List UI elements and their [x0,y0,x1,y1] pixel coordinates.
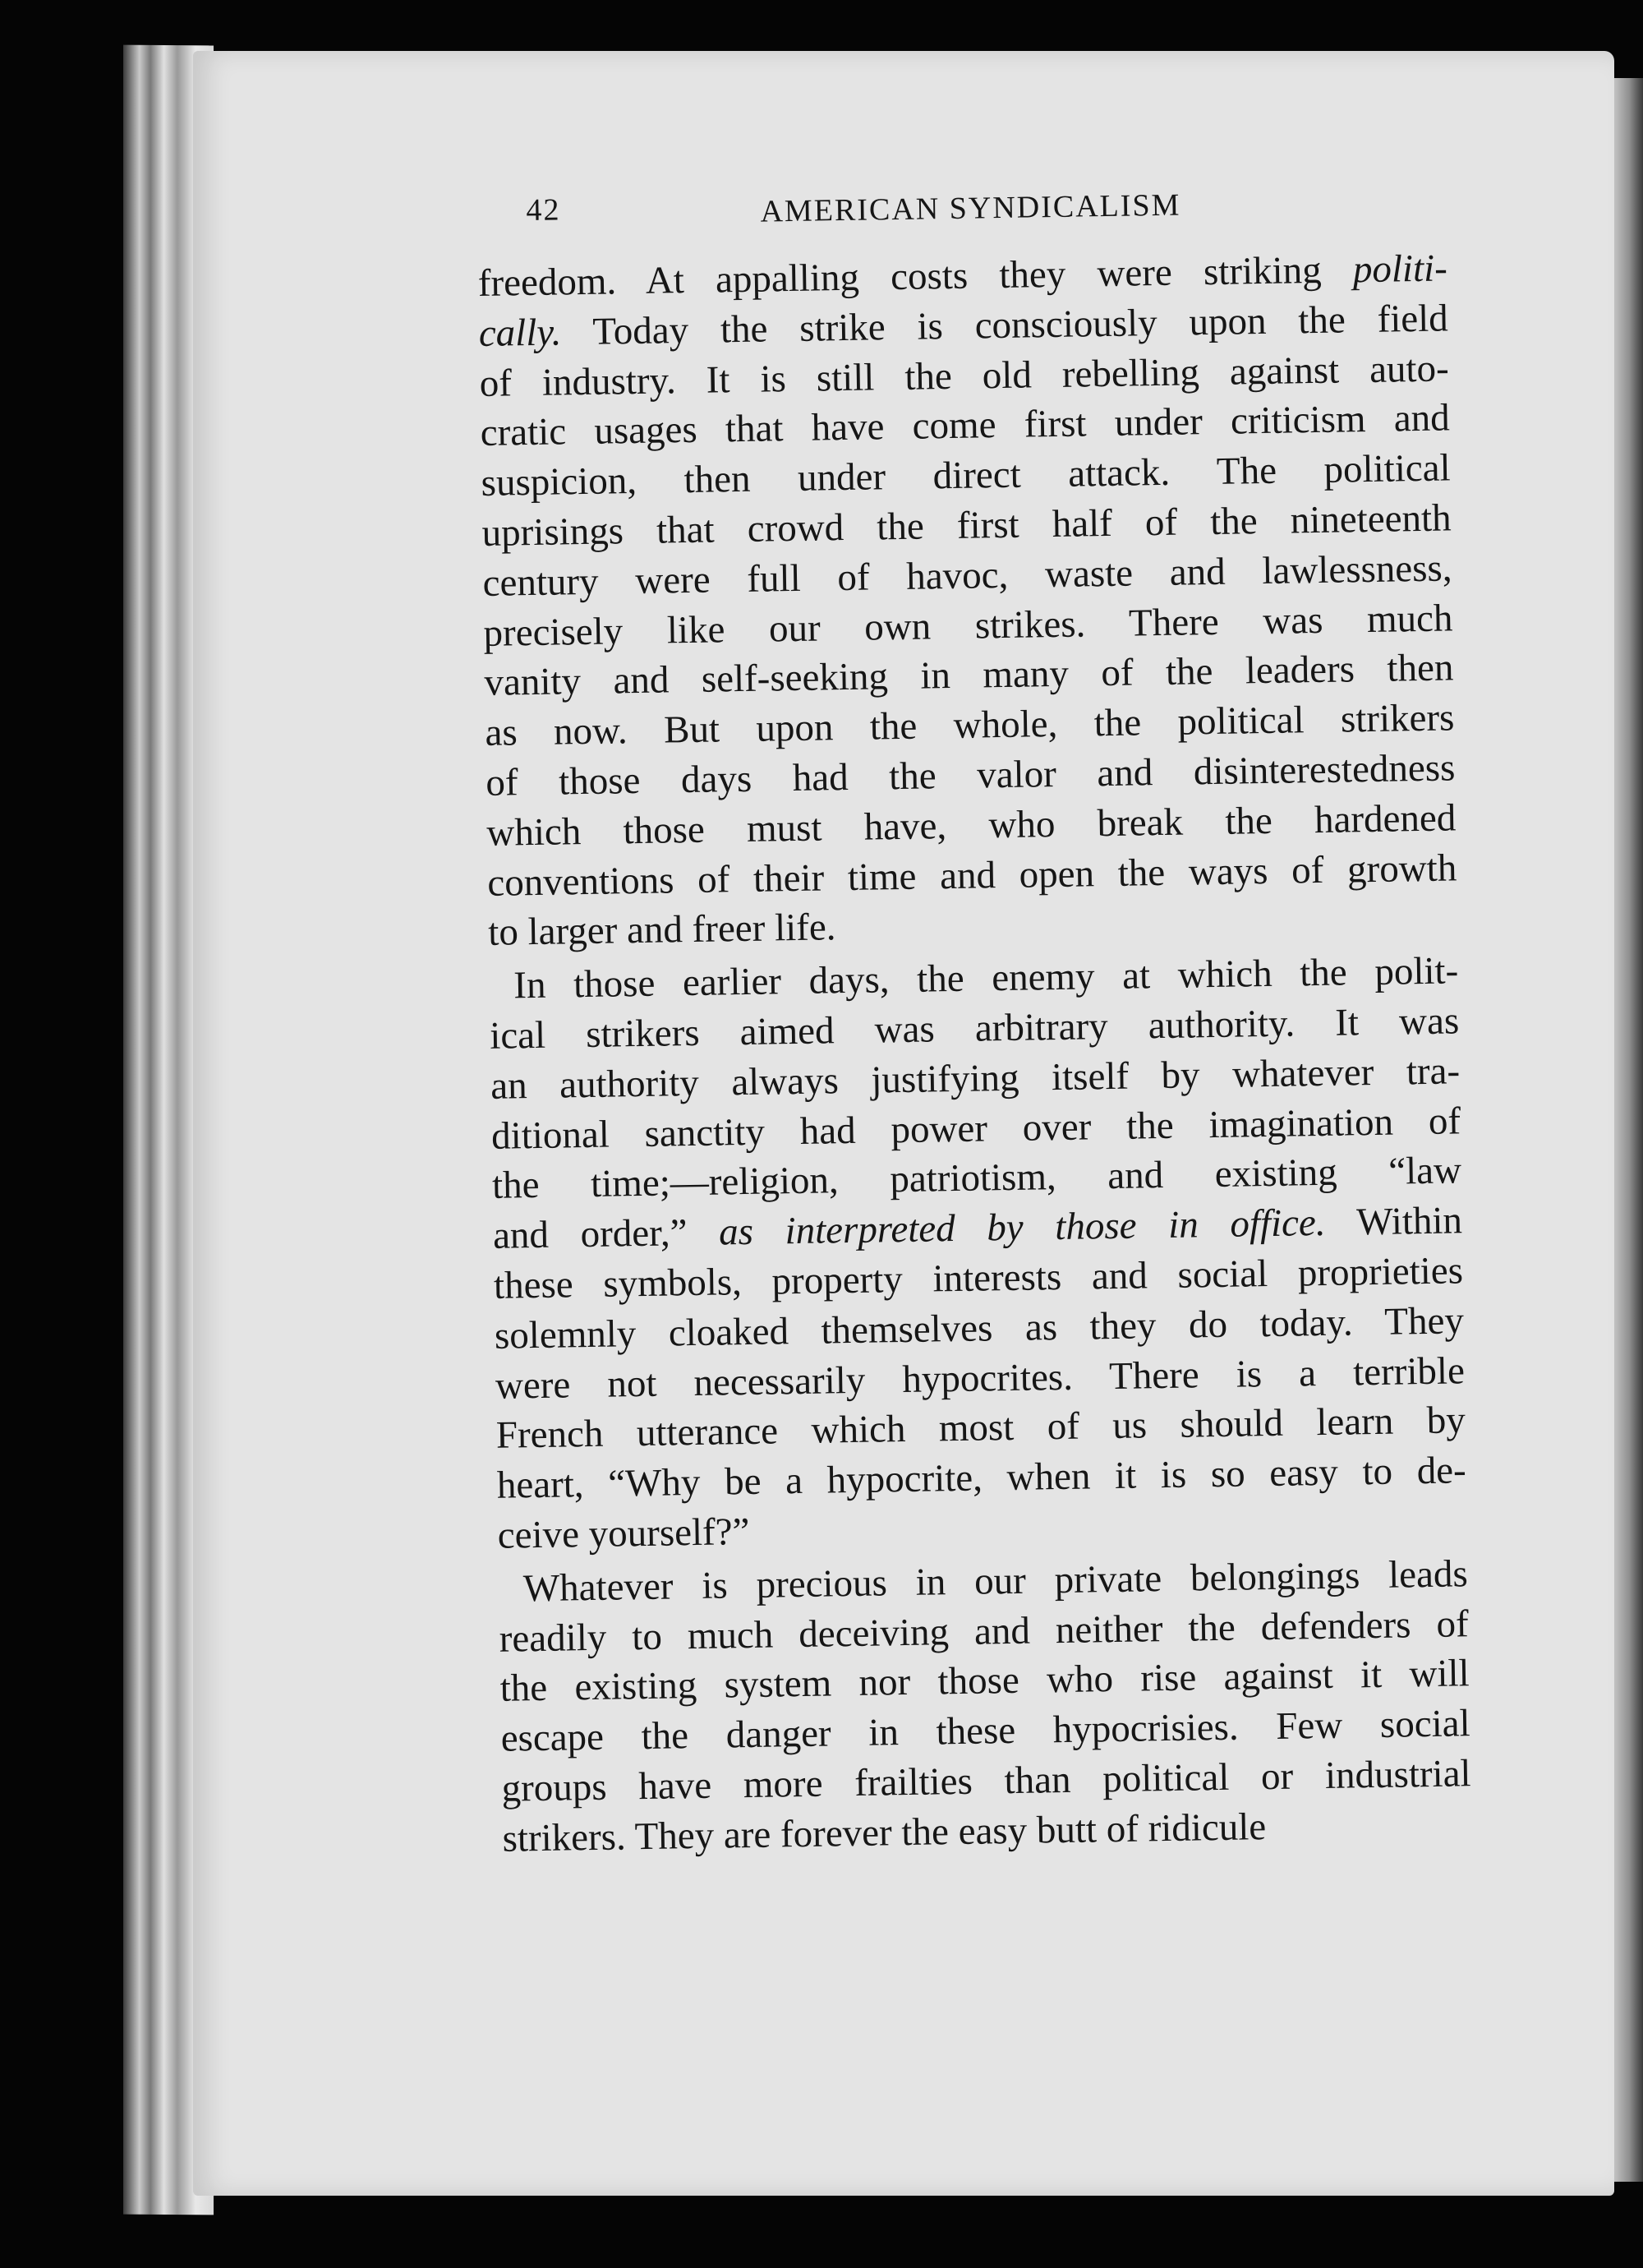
text-run: uprisings that crowd the first half of the nineteenth [481,496,1452,555]
text-run: the time;—religion, patriotism, and existing “law [491,1149,1462,1208]
italic-text-run: politi- [1352,247,1448,292]
italic-text-run: as interpreted by those in office. [718,1201,1326,1254]
text-run: and order,” [492,1210,720,1257]
text-run: French utterance which most of us should learn by [495,1399,1466,1458]
text-run: the existing system nor those who rise against it will [499,1652,1470,1711]
text-run: which those must have, who break the hardened [486,796,1457,855]
text-run: these symbols, property interests and social proprieties [493,1249,1464,1307]
text-run: were not necessarily hypocrites. There is a terrible [495,1348,1466,1408]
body-text [477,243,1472,1864]
italic-text-run: cally. [478,311,562,355]
text-run: strikers. They are forever the easy butt of ridicule [502,1805,1267,1860]
text-run: Today the strike is consciously upon the field [560,297,1449,354]
running-head [476,169,1447,259]
text-run: Whatever is precious in our private belongings leads [522,1551,1469,1611]
text-run: an authority always justifying itself by whatever tra- [490,1049,1461,1108]
text-run: of those days had the valor and disinterestedness [486,746,1456,804]
text-run: In those earlier days, the enemy at which the polit- [513,949,1459,1007]
text-run: ditional sanctity had power over the imagination of [490,1099,1461,1158]
text-run: century were full of havoc, waste and lawlessness, [482,546,1452,605]
page-text-block [476,169,1472,1864]
paragraph [477,243,1457,958]
text-run: freedom. At appalling costs they were striking [477,248,1354,305]
paragraph [498,1549,1472,1864]
text-run: ceive yourself?” [497,1510,750,1557]
running-head-title: AMERICAN SYNDICALISM [760,187,1181,229]
paragraph [489,947,1467,1561]
text-run: escape the danger in these hypocrisies. Few social [500,1702,1470,1760]
text-run: suspicion, then under direct attack. The political [481,446,1451,505]
text-run: readily to much deceiving and neither the defenders of [499,1602,1470,1661]
text-run: ical strikers aimed was arbitrary authority. It was [489,999,1460,1058]
text-run: Within [1325,1199,1463,1245]
text-run: heart, “Why be a hypocrite, when it is so easy to de- [496,1449,1467,1507]
text-run: vanity and self-seeking in many of the leaders then [484,646,1454,705]
text-run: solemnly cloaked themselves as they do today. They [494,1299,1465,1358]
text-run: to larger and freer life. [487,906,836,955]
text-run: cratic usages that have come first under criticism and [480,396,1451,455]
text-run: of industry. It is still the old rebelling against auto- [479,347,1450,405]
text-run: as now. But upon the whole, the political strikers [485,696,1455,755]
text-run: precisely like our own strikes. There was much [483,596,1453,655]
text-run: groups have more frailties than political or industrial [501,1752,1471,1810]
page-number: 42 [526,192,561,228]
text-run: conventions of their time and open the ways of growth [486,846,1457,905]
